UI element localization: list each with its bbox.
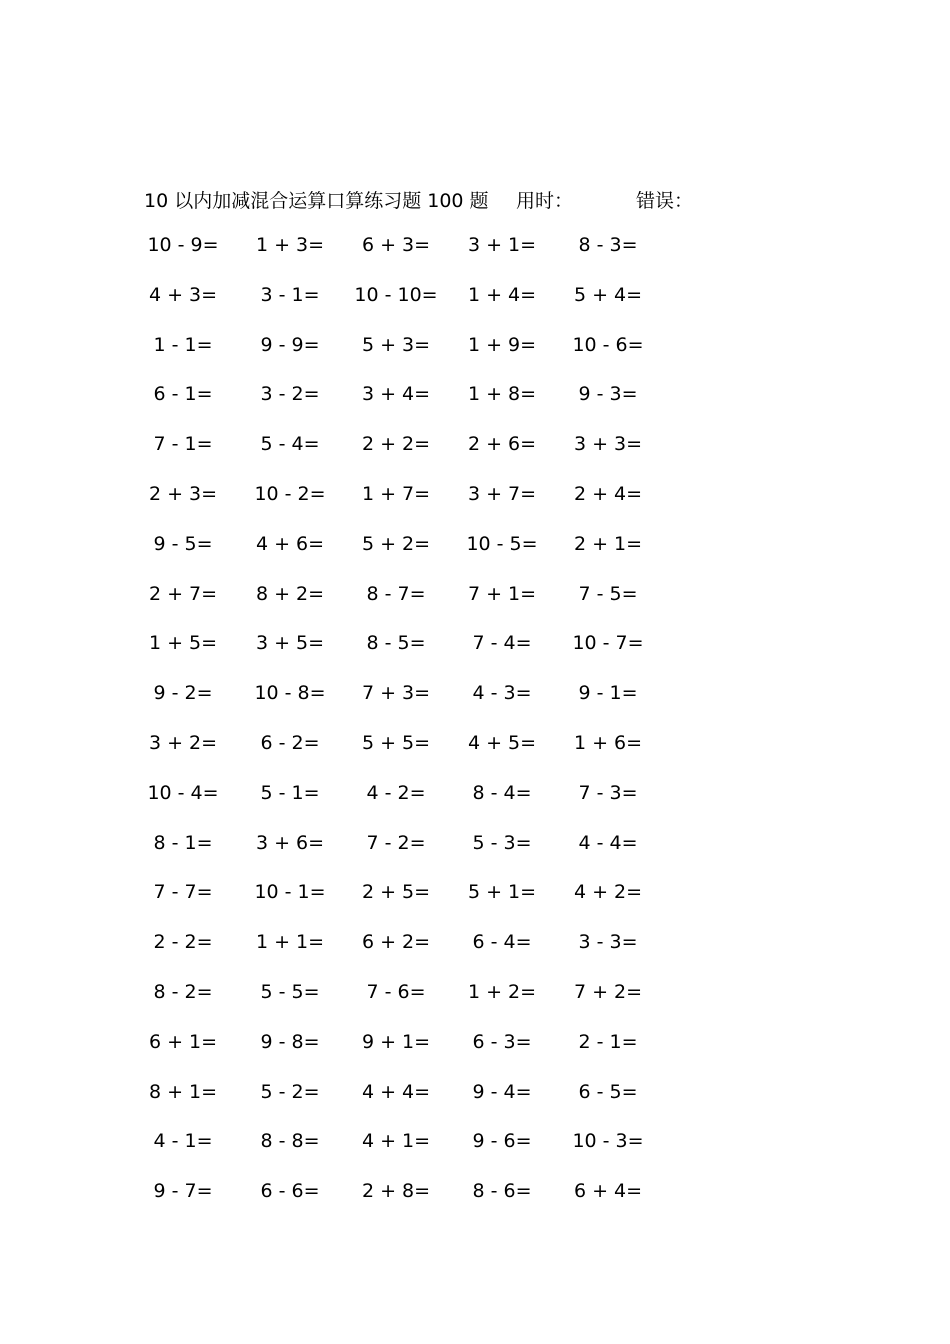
math-problem: 5 - 5= [260, 981, 320, 1003]
math-problem: 9 - 8= [260, 1030, 320, 1053]
problem-row [0, 1081, 950, 1111]
worksheet-header [144, 186, 844, 216]
math-problem: 1 + 5= [148, 632, 218, 655]
math-problem: 7 - 5= [578, 582, 638, 605]
problem-row [0, 334, 950, 364]
math-problem: 2 - 1= [578, 1030, 638, 1053]
math-problem: 6 + 2= [361, 931, 431, 954]
math-problem: 4 - 1= [153, 1130, 213, 1153]
math-problem: 9 - 9= [260, 333, 320, 356]
math-problem: 4 - 3= [472, 682, 532, 705]
math-problem: 3 + 3= [573, 433, 643, 456]
math-problem: 5 + 1= [467, 881, 537, 904]
math-problem: 3 - 2= [260, 383, 320, 406]
math-problem: 6 - 5= [578, 1080, 638, 1103]
problem-row [0, 832, 950, 862]
math-problem: 3 + 6= [255, 831, 325, 854]
math-problem: 1 + 2= [467, 981, 537, 1003]
problem-row [0, 1031, 950, 1061]
math-problem: 6 - 3= [472, 1030, 532, 1053]
math-problem: 9 - 7= [153, 1180, 213, 1203]
math-problem: 8 - 2= [153, 981, 213, 1003]
math-problem: 3 - 3= [578, 931, 638, 954]
math-problem: 2 + 6= [467, 433, 537, 456]
math-problem: 7 - 4= [472, 632, 532, 655]
math-problem: 7 + 2= [573, 981, 643, 1003]
problem-row [0, 732, 950, 762]
math-problem: 7 - 6= [366, 981, 426, 1003]
math-problem: 9 - 1= [578, 682, 638, 705]
math-problem: 10 - 6= [572, 333, 644, 356]
math-problem: 4 - 2= [366, 781, 426, 804]
math-problem: 4 + 3= [148, 283, 218, 306]
math-problem: 5 - 4= [260, 433, 320, 456]
problem-row [0, 483, 950, 513]
math-problem: 10 - 3= [572, 1130, 644, 1153]
math-problem: 8 - 6= [472, 1180, 532, 1203]
math-problem: 10 - 1= [254, 881, 326, 904]
math-problem: 1 + 7= [361, 483, 431, 505]
math-problem: 9 - 3= [578, 383, 638, 406]
math-problem: 8 - 4= [472, 781, 532, 804]
problem-row [0, 782, 950, 812]
math-problem: 10 - 5= [466, 532, 538, 555]
math-problem: 2 + 5= [361, 881, 431, 904]
math-problem: 5 + 2= [361, 532, 431, 555]
math-problem: 5 - 2= [260, 1080, 320, 1103]
math-problem: 4 - 4= [578, 831, 638, 854]
problem-row [0, 284, 950, 314]
math-problem: 6 - 2= [260, 732, 320, 754]
math-problem: 7 + 1= [467, 582, 537, 605]
math-problem: 10 - 7= [572, 632, 644, 655]
math-problem: 6 + 4= [573, 1180, 643, 1203]
math-problem: 9 + 1= [361, 1030, 431, 1053]
math-problem: 8 - 5= [366, 632, 426, 655]
math-problem: 7 - 1= [153, 433, 213, 456]
problem-row [0, 632, 950, 662]
math-problem: 8 - 1= [153, 831, 213, 854]
math-problem: 8 - 7= [366, 582, 426, 605]
math-problem: 9 - 6= [472, 1130, 532, 1153]
problem-row [0, 881, 950, 911]
math-problem: 8 + 2= [255, 582, 325, 605]
math-problem: 2 + 2= [361, 433, 431, 456]
problem-row [0, 981, 950, 1011]
math-problem: 9 - 2= [153, 682, 213, 705]
math-problem: 2 + 3= [148, 483, 218, 505]
math-problem: 10 - 4= [147, 781, 219, 804]
math-problem: 5 + 4= [573, 283, 643, 306]
math-problem: 9 - 5= [153, 532, 213, 555]
math-problem: 7 + 3= [361, 682, 431, 705]
math-problem: 1 + 4= [467, 283, 537, 306]
math-problem: 4 + 4= [361, 1080, 431, 1103]
problem-row [0, 234, 950, 264]
math-problem: 1 + 1= [255, 931, 325, 954]
math-problem: 10 - 9= [147, 234, 219, 256]
math-problem: 4 + 5= [467, 732, 537, 754]
math-problem: 5 - 3= [472, 831, 532, 854]
math-problem: 10 - 10= [354, 283, 438, 306]
problem-row [0, 1130, 950, 1160]
math-problem: 8 - 8= [260, 1130, 320, 1153]
math-problem: 9 - 4= [472, 1080, 532, 1103]
math-problem: 7 - 2= [366, 831, 426, 854]
problem-row [0, 1180, 950, 1210]
math-problem: 3 + 1= [467, 234, 537, 256]
errors-label: 错误： [636, 190, 694, 212]
math-problem: 3 + 7= [467, 483, 537, 505]
math-problem: 2 - 2= [153, 931, 213, 954]
problem-row [0, 583, 950, 613]
math-problem: 10 - 8= [254, 682, 326, 705]
worksheet-title: 10 以内加减混合运算口算练习题 100 题 [144, 190, 489, 212]
math-problem: 2 + 7= [148, 582, 218, 605]
math-problem: 1 + 8= [467, 383, 537, 406]
math-problem: 6 - 1= [153, 383, 213, 406]
math-problem: 2 + 8= [361, 1180, 431, 1203]
problem-row [0, 682, 950, 712]
math-problem: 3 + 5= [255, 632, 325, 655]
math-problem: 1 - 1= [153, 333, 213, 356]
math-problem: 7 - 7= [153, 881, 213, 904]
math-problem: 6 - 4= [472, 931, 532, 954]
math-problem: 4 + 6= [255, 532, 325, 555]
math-problem: 6 - 6= [260, 1180, 320, 1203]
math-problem: 4 + 2= [573, 881, 643, 904]
math-problem: 6 + 1= [148, 1030, 218, 1053]
problem-row [0, 533, 950, 563]
problem-row [0, 433, 950, 463]
math-problem: 2 + 4= [573, 483, 643, 505]
problem-row [0, 931, 950, 961]
time-used-label: 用时： [516, 190, 574, 212]
math-problem: 5 + 3= [361, 333, 431, 356]
math-problem: 1 + 9= [467, 333, 537, 356]
math-problem: 3 + 2= [148, 732, 218, 754]
problem-row [0, 383, 950, 413]
math-problem: 10 - 2= [254, 483, 326, 505]
math-problem: 8 - 3= [578, 234, 638, 256]
math-problem: 6 + 3= [361, 234, 431, 256]
math-problem: 3 - 1= [260, 283, 320, 306]
math-problem: 1 + 6= [573, 732, 643, 754]
math-problem: 5 - 1= [260, 781, 320, 804]
math-problem: 1 + 3= [255, 234, 325, 256]
math-problem: 7 - 3= [578, 781, 638, 804]
math-problem: 5 + 5= [361, 732, 431, 754]
math-problem: 3 + 4= [361, 383, 431, 406]
math-problem: 2 + 1= [573, 532, 643, 555]
math-problem: 8 + 1= [148, 1080, 218, 1103]
math-problem: 4 + 1= [361, 1130, 431, 1153]
